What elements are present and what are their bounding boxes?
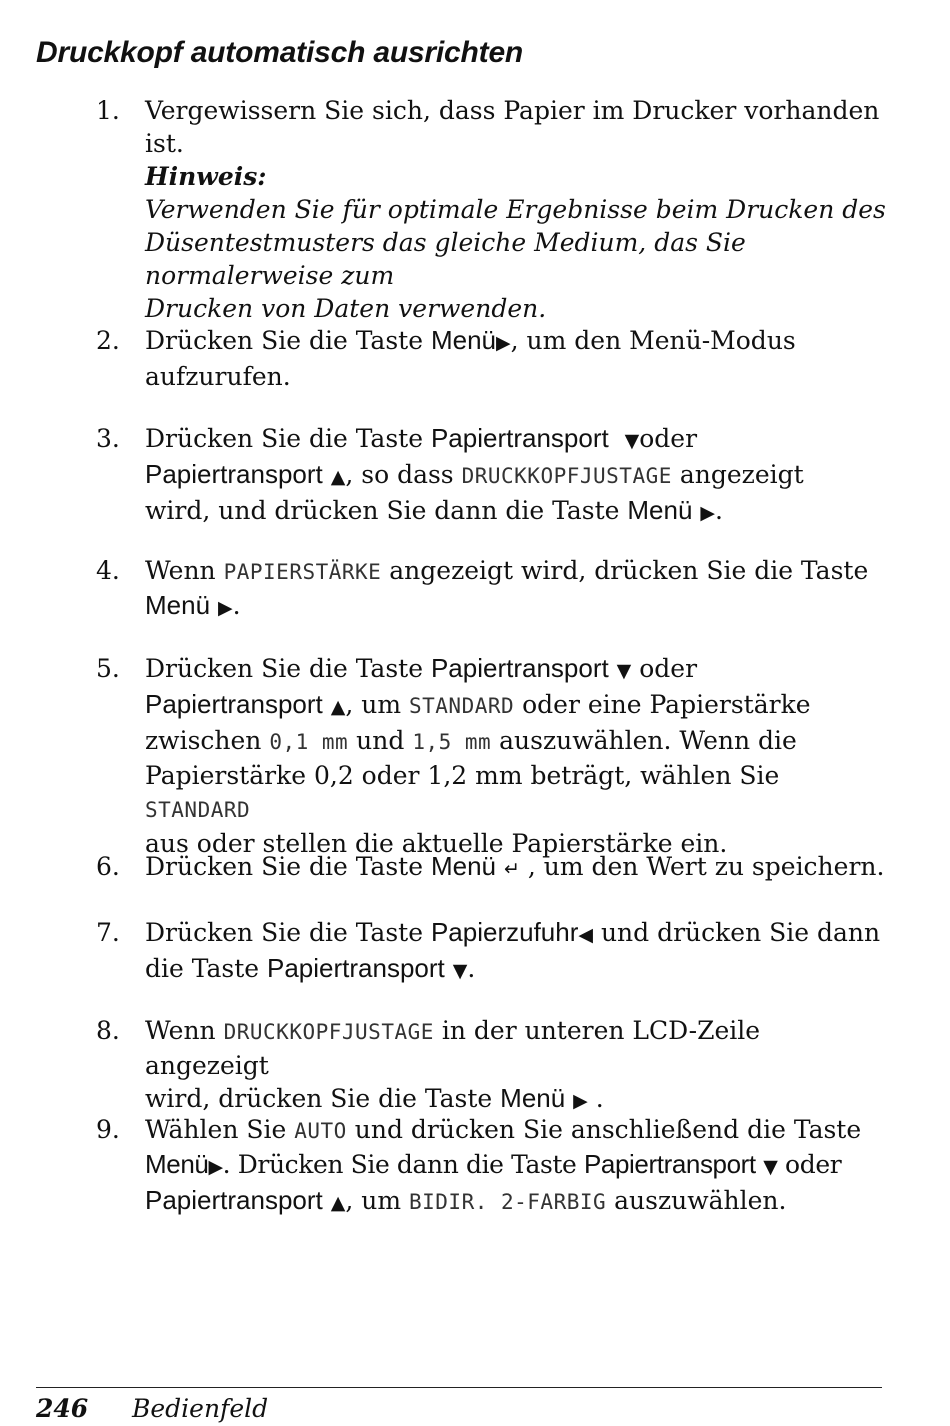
step-text-fragment: . [232,591,241,620]
step-number: 5. [96,654,120,683]
step-number: 4. [96,556,120,585]
step-number: 3. [96,424,120,453]
menu-button-label: Menü [430,325,496,355]
step-text-fragment: . [595,1084,604,1113]
step-text [145,554,890,625]
step-text-fragment: und drücken Sie anschließend die Taste [346,1115,862,1144]
menu-button-label: Menü [627,495,693,525]
step-text-fragment: Drücken Sie die Taste [145,424,431,453]
note-line: Düsentestmusters das gleiche Medium, das Sie normalerweise zum [145,228,746,290]
paper-feed-button-label: Papiertransport [430,423,609,453]
lcd-text: 0,1 mm [269,730,349,754]
step-text [145,916,890,988]
paper-feed-button-label: Papiertransport [145,1185,323,1215]
step-text-fragment: , um den Menü-Modus [510,326,796,355]
step-text-fragment: oder [777,1150,842,1179]
note-body [145,193,890,325]
lcd-text: DRUCKKOPFJUSTAGE [223,1020,434,1044]
step-text-fragment: . Drücken Sie dann die Taste [222,1150,584,1179]
step-text-fragment: Drücken Sie die Taste [145,852,431,881]
step-text [145,1113,890,1220]
arrow-right-icon: ▶ [496,332,511,354]
note-line: Verwenden Sie für optimale Ergebnisse beim Drucken des [145,195,886,224]
step-text-fragment: auszuwählen. Wenn die [491,726,797,755]
step-text-fragment: zwischen [145,726,270,755]
step-text-fragment: oder [639,424,698,453]
step-text-fragment: Papierstärke 0,2 oder 1,2 mm beträgt, wählen Sie [145,761,780,790]
menu-button-label: Menü [145,1149,209,1179]
step-text-fragment: wird, und drücken Sie dann die Taste [145,496,628,525]
menu-button-label: Menü [430,851,496,881]
arrow-down-icon: ▼ [452,960,468,982]
step-number: 1. [96,96,120,125]
paper-source-button-label: Papierzufuhr [430,917,579,947]
arrow-down-icon: ▼ [763,1156,778,1178]
paper-feed-button-label: Papiertransport [583,1149,756,1179]
arrow-right-icon: ▶ [573,1090,588,1112]
arrow-up-icon: ▲ [330,696,346,718]
step-text-fragment: , um [345,1186,409,1215]
step-text-fragment: Drücken Sie die Taste [145,326,431,355]
step-text [145,850,890,886]
step-text-fragment: auszuwählen. [606,1186,787,1215]
step-text-fragment: in der unteren LCD-Zeile angezeigt [145,1016,761,1080]
step-text-fragment: und drücken Sie dann [593,918,881,947]
step-text [145,422,890,530]
section-name: Bedienfeld [132,1394,269,1423]
arrow-right-icon: ▶ [208,1156,223,1178]
step-text-fragment: oder [631,654,698,683]
footer-divider [36,1387,882,1388]
arrow-right-icon: ▶ [700,502,715,524]
step-text-line: aufzurufen. [145,362,291,391]
arrow-down-icon: ▼ [624,430,640,452]
lcd-text: PAPIERSTÄRKE [223,560,382,584]
arrow-left-icon: ◀ [578,924,593,946]
step-text-fragment: , um [345,690,409,719]
arrow-down-icon: ▼ [616,660,632,682]
step-text-line: Vergewissern Sie sich, dass Papier im Drucker vorhanden ist. [145,96,880,158]
page-number: 246 [36,1394,89,1423]
step-number: 2. [96,326,120,355]
step-text-fragment: Wenn [145,1016,224,1045]
step-text-fragment: Drücken Sie die Taste [145,654,431,683]
note-line: Drucken von Daten verwenden. [145,294,547,323]
paper-feed-button-label: Papiertransport [145,689,323,719]
step-text [145,94,890,160]
menu-button-label: Menü [145,590,211,620]
step-number: 8. [96,1016,120,1045]
step-number: 7. [96,918,120,947]
step-text-fragment: , um den Wert zu speichern. [527,852,885,881]
step-text-fragment: die Taste [145,954,267,983]
lcd-text: BIDIR. 2-FARBIG [409,1190,607,1214]
arrow-up-icon: ▲ [330,466,346,488]
step-text-fragment: angezeigt [671,460,804,489]
step-text-fragment: Wenn [145,556,224,585]
step-text-fragment: und [348,726,413,755]
lcd-text: DRUCKKOPFJUSTAGE [461,464,672,488]
paper-feed-button-label: Papiertransport [145,459,323,489]
page-title: Druckkopf automatisch ausrichten [36,36,524,69]
step-text [145,324,890,393]
paper-feed-button-label: Papiertransport [430,653,609,683]
lcd-text: AUTO [294,1119,347,1143]
menu-button-label: Menü [500,1083,566,1113]
step-text-fragment: Drücken Sie die Taste [145,918,431,947]
step-text-line: aus oder stellen die aktuelle Papierstärke ein. [145,829,728,858]
step-text-fragment: . [715,496,723,525]
step-text-fragment: , so dass [345,460,462,489]
step-text [145,1014,890,1118]
step-text-fragment: angezeigt wird, drücken Sie die Taste [381,556,869,585]
lcd-text: STANDARD [145,798,251,822]
lcd-text: STANDARD [409,694,515,718]
paper-feed-button-label: Papiertransport [267,953,445,983]
step-text-fragment: . [467,954,476,983]
enter-icon: ↵ [503,858,520,880]
step-number: 9. [96,1115,120,1144]
step-number: 6. [96,852,120,881]
step-text-fragment: oder eine Papierstärke [514,690,811,719]
lcd-text: 1,5 mm [412,730,492,754]
arrow-up-icon: ▲ [330,1192,346,1214]
note-title: Hinweis: [145,162,267,191]
step-text-fragment: wird, drücken Sie die Taste [145,1084,501,1113]
arrow-right-icon: ▶ [218,597,233,619]
step-text-fragment: Wählen Sie [145,1115,295,1144]
step-text [145,652,890,860]
